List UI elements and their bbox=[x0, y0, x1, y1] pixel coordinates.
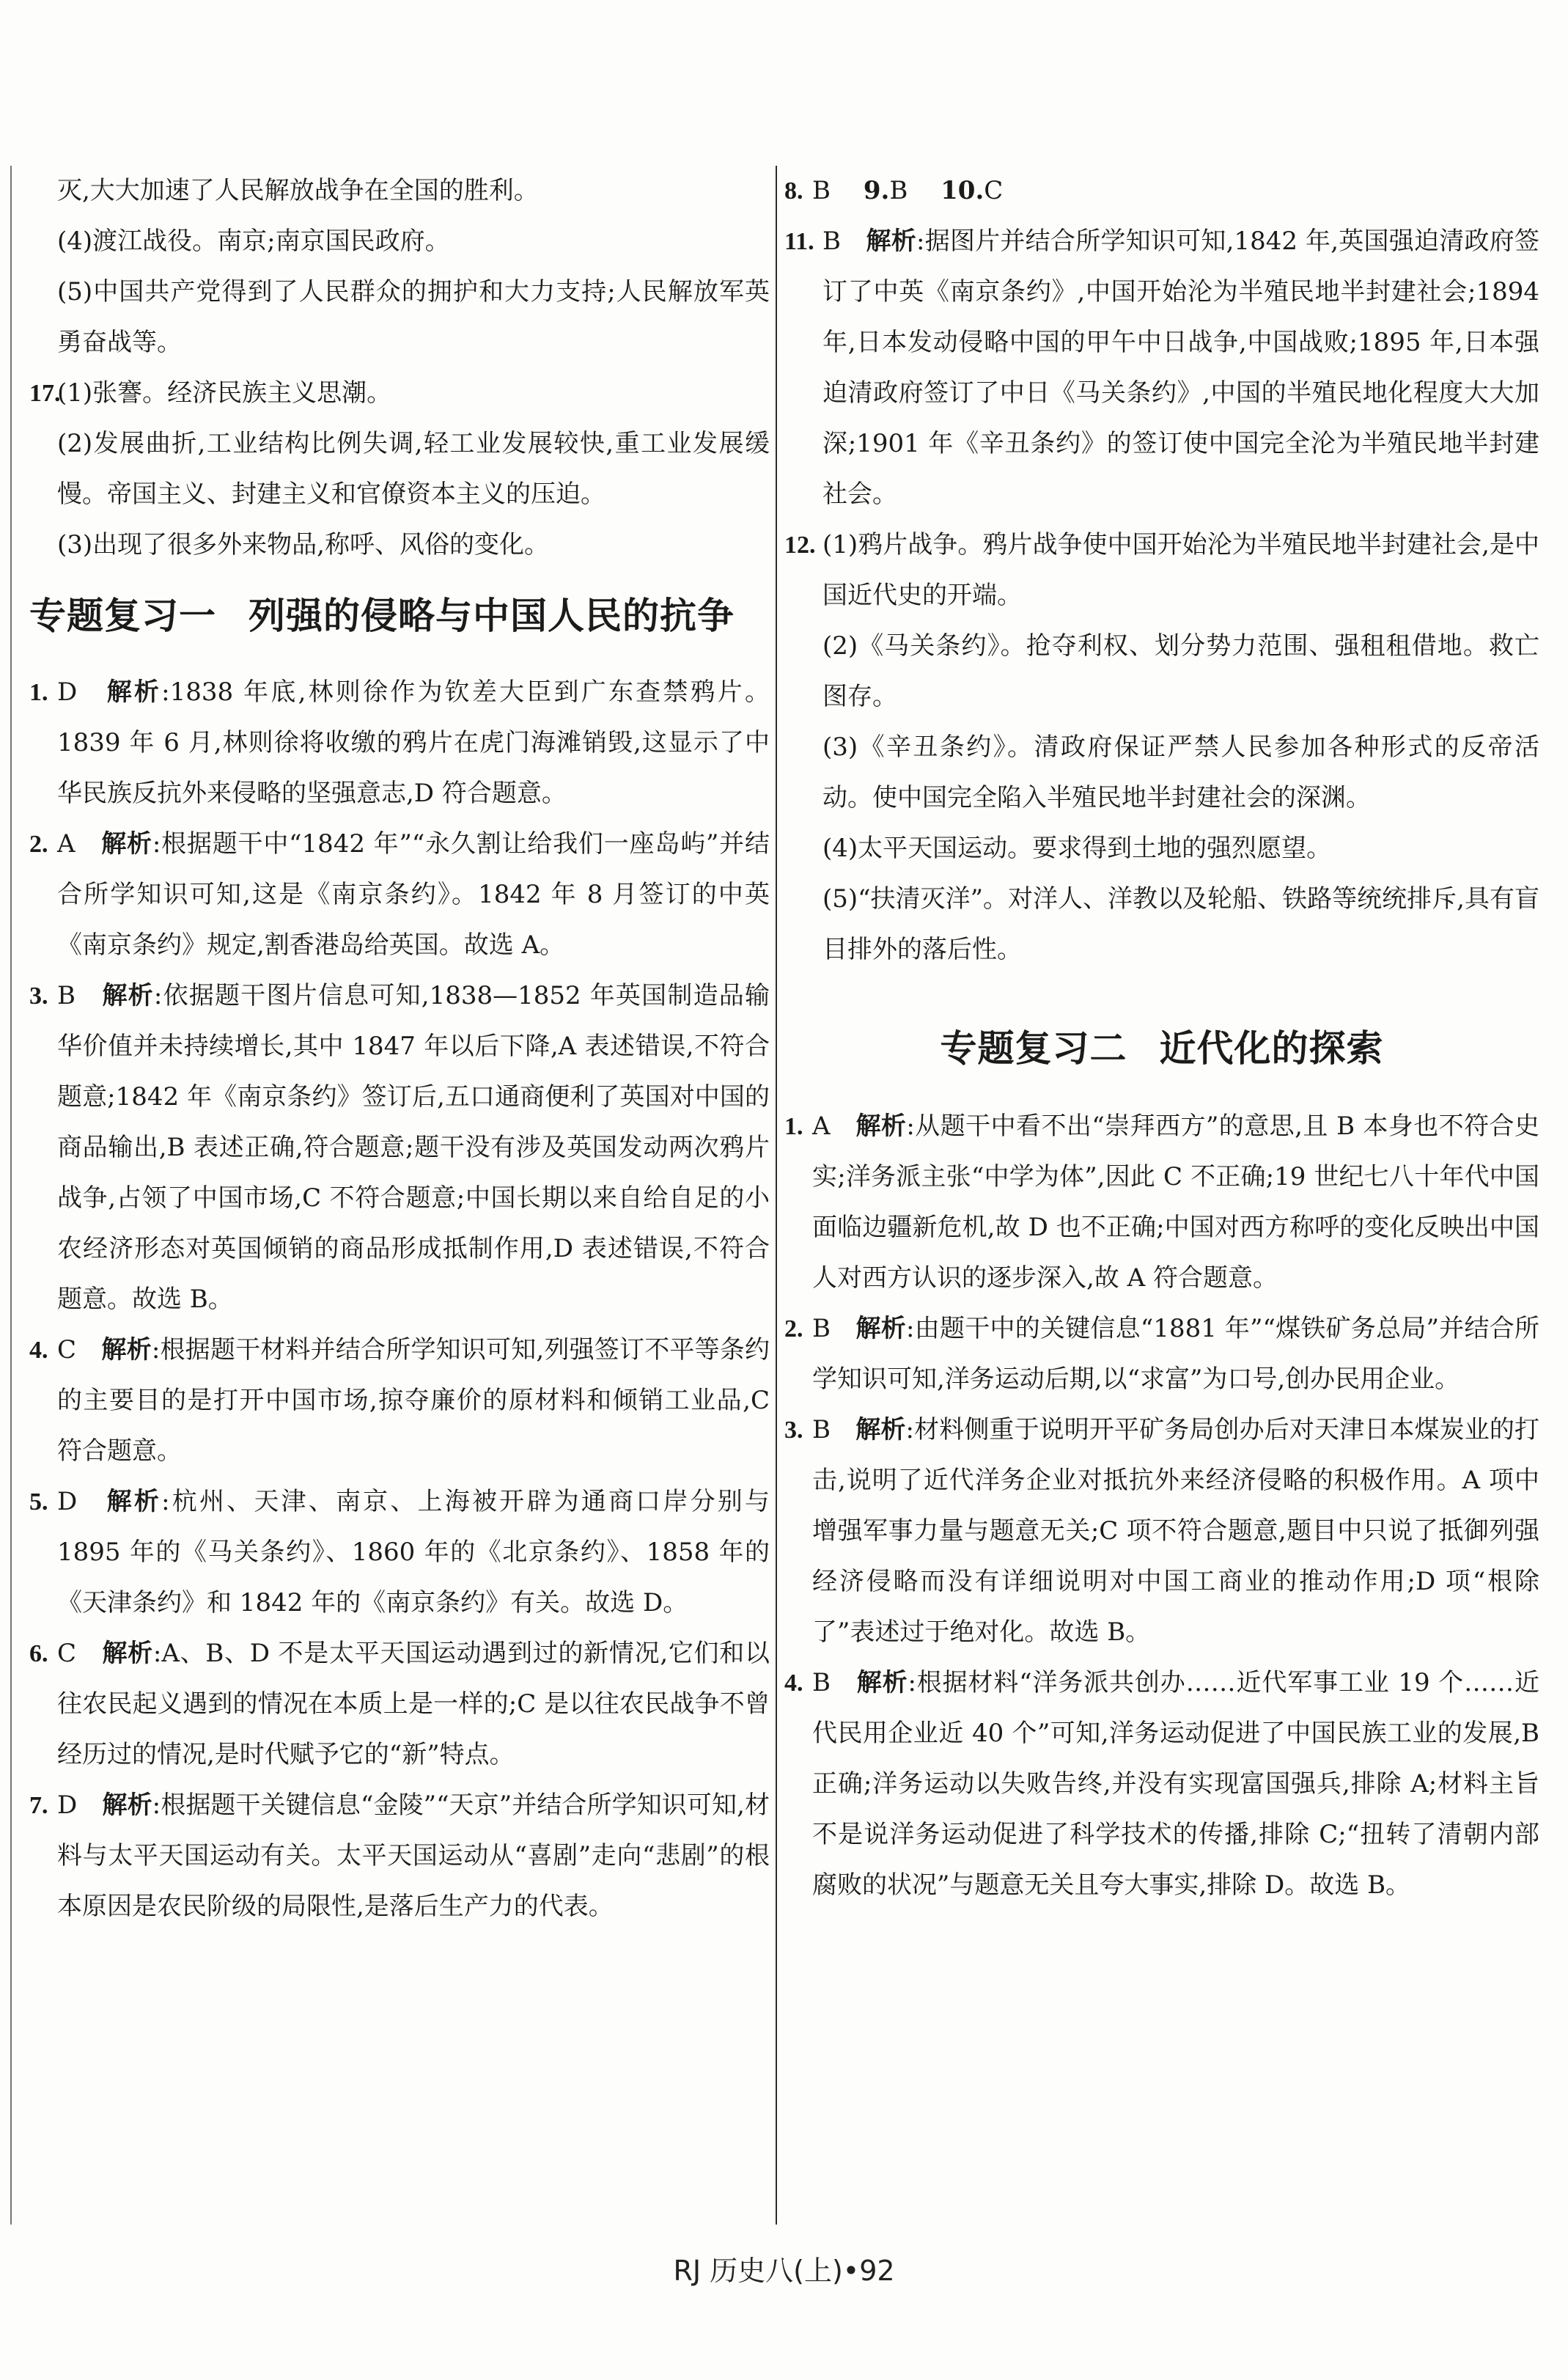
q17-part1: (1)张謇。经济民族主义思潮。 bbox=[57, 378, 392, 408]
analysis-text: :1838 年底,林则徐作为钦差大臣到广东查禁鸦片。1839 年 6 月,林则徐将收缴的鸦片在虎门海滩销毁,这显示了中华民族反抗外来侵略的坚强意志,D 符合题意。 bbox=[57, 677, 770, 808]
analysis-label: 解析 bbox=[102, 1639, 153, 1668]
left-edge-rule bbox=[10, 166, 12, 2225]
analysis-label: 解析 bbox=[102, 981, 154, 1010]
analysis-label: 解析 bbox=[102, 1790, 152, 1820]
answer-choice: B bbox=[812, 1314, 831, 1343]
answer-item bbox=[29, 1325, 770, 1477]
answer-number: 1. bbox=[29, 679, 48, 706]
answer-item bbox=[29, 1780, 770, 1932]
answer-item bbox=[29, 971, 770, 1325]
answer-choice: B bbox=[889, 176, 908, 205]
analysis-label: 解析 bbox=[101, 1335, 152, 1365]
analysis-label: 解析 bbox=[856, 1668, 908, 1697]
answer-item-11 bbox=[784, 216, 1539, 520]
right-column bbox=[784, 166, 1539, 1911]
answer-choice: C bbox=[984, 176, 1004, 205]
column-divider bbox=[776, 166, 777, 2225]
analysis-label: 解析 bbox=[855, 1112, 907, 1141]
analysis-text: :A、B、D 不是太平天国运动遇到过的新情况,它们和以往农民起义遇到的情况在本质上是一样的;C 是以往农民战争不曾经历过的情况,是时代赋予它的“新”特点。 bbox=[57, 1639, 770, 1769]
analysis-label: 解析 bbox=[106, 677, 162, 707]
answers-8-10 bbox=[784, 166, 1539, 216]
analysis-text: :由题干中的关键信息“1881 年”“煤铁矿务总局”并结合所学知识可知,洋务运动后期,以“求富”为口号,创办民用企业。 bbox=[812, 1314, 1539, 1394]
analysis-label: 解析 bbox=[855, 1314, 906, 1343]
answer-number: 8. bbox=[784, 177, 803, 205]
answer-number: 4. bbox=[784, 1670, 803, 1697]
section-title-1 bbox=[29, 587, 770, 639]
answer-item bbox=[784, 1658, 1539, 1911]
answer-choice: B bbox=[812, 1668, 831, 1697]
answer-item bbox=[29, 1477, 770, 1628]
analysis-text: :根据题干关键信息“金陵”“天京”并结合所学知识可知,材料与太平天国运动有关。太平天国运动从“喜剧”走向“悲剧”的根本原因是农民阶级的局限性,是落后生产力的代表。 bbox=[57, 1790, 770, 1921]
answer-choice: B bbox=[822, 227, 841, 256]
answer-choice: D bbox=[57, 1790, 78, 1820]
answer-item bbox=[29, 819, 770, 971]
analysis-label: 解析 bbox=[101, 829, 152, 859]
analysis-text: :杭州、天津、南京、上海被开辟为通商口岸分别与 1895 年的《马关条约》、1860 年的《北京条约》、1858 年的《天津条约》和 1842 年的《南京条约》有关。故选 D。 bbox=[57, 1487, 770, 1617]
answer-choice: B bbox=[812, 176, 831, 205]
question-12 bbox=[784, 520, 1539, 621]
analysis-text: :根据题干材料并结合所学知识可知,列强签订不平等条约的主要目的是打开中国市场,掠夺廉价的原材料和倾销工业品,C 符合题意。 bbox=[57, 1335, 770, 1466]
answer-choice: A bbox=[57, 829, 76, 859]
q12-part5: (5)“扶清灭洋”。对洋人、洋教以及轮船、铁路等统统排斥,具有盲目排外的落后性。 bbox=[822, 884, 1539, 964]
analysis-label: 解析 bbox=[855, 1415, 906, 1444]
question-number: 12. bbox=[784, 532, 816, 559]
answer-item bbox=[784, 1304, 1539, 1405]
left-top-line-1: 灭,大大加速了人民解放战争在全国的胜利。 bbox=[57, 176, 539, 205]
section-2-part1: 专题复习二 bbox=[940, 1027, 1127, 1070]
answer-number: 5. bbox=[29, 1488, 48, 1516]
q12-part2: (2)《马关条约》。抢夺利权、划分势力范围、强租租借地。救亡图存。 bbox=[822, 631, 1539, 711]
answer-choice: C bbox=[57, 1335, 77, 1365]
analysis-text: :根据材料“洋务派共创办……近代军事工业 19 个……近代民用企业近 40 个”可知,洋务运动促进了中国民族工业的发展,B 正确;洋务运动以失败告终,并没有实现富国强兵,排除 A;材料主旨不是说洋务运动促进了科学技术的传播,排除 C;“扭转了清朝内部腐败的状况”与题意无关且夸大事实,排除 D。故选 B。 bbox=[812, 1668, 1540, 1900]
answer-item bbox=[29, 667, 770, 819]
q12-part3: (3)《辛丑条约》。清政府保证严禁人民参加各种形式的反帝活动。使中国完全陷入半殖民地半封建社会的深渊。 bbox=[822, 732, 1539, 812]
answer-item bbox=[784, 1101, 1539, 1304]
q17-part2: (2)发展曲折,工业结构比例失调,轻工业发展较快,重工业发展缓慢。帝国主义、封建主义和官僚资本主义的压迫。 bbox=[57, 429, 770, 509]
analysis-text: :从题干中看不出“崇拜西方”的意思,且 B 本身也不符合史实;洋务派主张“中学为体”,因此 C 不正确;19 世纪七八十年代中国面临边疆新危机,故 D 也不正确;中国对西方称呼的变化反映出中国人对西方认识的逐步深入,故 A 符合题意。 bbox=[812, 1112, 1539, 1293]
answer-item bbox=[29, 1628, 770, 1780]
answer-number: 3. bbox=[29, 983, 48, 1010]
section-2-part2: 近代化的探索 bbox=[1159, 1027, 1384, 1070]
answer-number: 2. bbox=[29, 831, 48, 858]
analysis-text: :根据题干中“1842 年”“永久割让给我们一座岛屿”并结合所学知识可知,这是《南京条约》。1842 年 8 月签订的中英《南京条约》规定,割香港岛给英国。故选 A。 bbox=[57, 829, 770, 960]
analysis-text: :据图片并结合所学知识可知,1842 年,英国强迫清政府签订了中英《南京条约》,中国开始沦为半殖民地半封建社会;1894 年,日本发动侵略中国的甲午中日战争,中国战败;1895 年,日本强迫清政府签订了中日《马关条约》,中国的半殖民地化程度大大加深;1901 年《辛丑条约》的签订使中国完全沦为半殖民地半封建社会。 bbox=[822, 227, 1540, 509]
q17-part3: (3)出现了很多外来物品,称呼、风俗的变化。 bbox=[57, 530, 549, 559]
analysis-label: 解析 bbox=[106, 1487, 162, 1516]
answer-choice: D bbox=[57, 1487, 78, 1516]
answer-choice: C bbox=[57, 1639, 77, 1668]
answer-number: 1. bbox=[784, 1113, 803, 1140]
section-title-2 bbox=[784, 1019, 1539, 1072]
section-1-part2: 列强的侵略与中国人民的抗争 bbox=[249, 595, 735, 637]
section-1-part1: 专题复习一 bbox=[29, 595, 216, 637]
analysis-label: 解析 bbox=[866, 227, 916, 256]
answer-choice: D bbox=[57, 677, 78, 707]
question-17 bbox=[29, 368, 770, 419]
q12-part4: (4)太平天国运动。要求得到土地的强烈愿望。 bbox=[822, 834, 1332, 863]
answer-item bbox=[784, 1405, 1539, 1658]
answer-number: 4. bbox=[29, 1337, 48, 1364]
q12-part1: (1)鸦片战争。鸦片战争使中国开始沦为半殖民地半封建社会,是中国近代史的开端。 bbox=[822, 530, 1539, 610]
answer-number: 3. bbox=[784, 1417, 803, 1444]
answer-number: 10. bbox=[941, 176, 984, 205]
left-column bbox=[29, 166, 770, 1932]
answer-number: 11. bbox=[784, 228, 814, 255]
answer-number: 6. bbox=[29, 1640, 48, 1667]
answer-choice: B bbox=[812, 1415, 831, 1444]
answer-choice: B bbox=[57, 981, 76, 1010]
answer-number: 2. bbox=[784, 1315, 803, 1343]
left-top-line-2: (4)渡江战役。南京;南京国民政府。 bbox=[57, 227, 450, 256]
answer-number: 7. bbox=[29, 1792, 48, 1819]
analysis-text: :依据题干图片信息可知,1838—1852 年英国制造品输华价值并未持续增长,其中 1847 年以后下降,A 表述错误,不符合题意;1842 年《南京条约》签订后,五口通商便利了英国对中国的商品输出,B 表述正确,符合题意;题干没有涉及英国发动两次鸦片战争,占领了中国市场,C 不符合题意;中国长期以来自给自足的小农经济形态对英国倾销的商品形成抵制作用,D 表述错误,不符合题意。故选 B。 bbox=[57, 981, 770, 1314]
question-number: 17. bbox=[29, 380, 61, 407]
answer-choice: A bbox=[812, 1112, 831, 1141]
page-footer: RJ 历史八(上)•92 bbox=[673, 2255, 895, 2287]
analysis-text: :材料侧重于说明开平矿务局创办后对天津日本煤炭业的打击,说明了近代洋务企业对抵抗外来经济侵略的积极作用。A 项中增强军事力量与题意无关;C 项不符合题意,题目中只说了抵御列强经济侵略而没有详细说明对中国工商业的推动作用;D 项“根除了”表述过于绝对化。故选 B。 bbox=[812, 1415, 1539, 1647]
left-top-line-3: (5)中国共产党得到了人民群众的拥护和大力支持;人民解放军英勇奋战等。 bbox=[57, 277, 770, 357]
answer-number: 9. bbox=[863, 176, 890, 205]
